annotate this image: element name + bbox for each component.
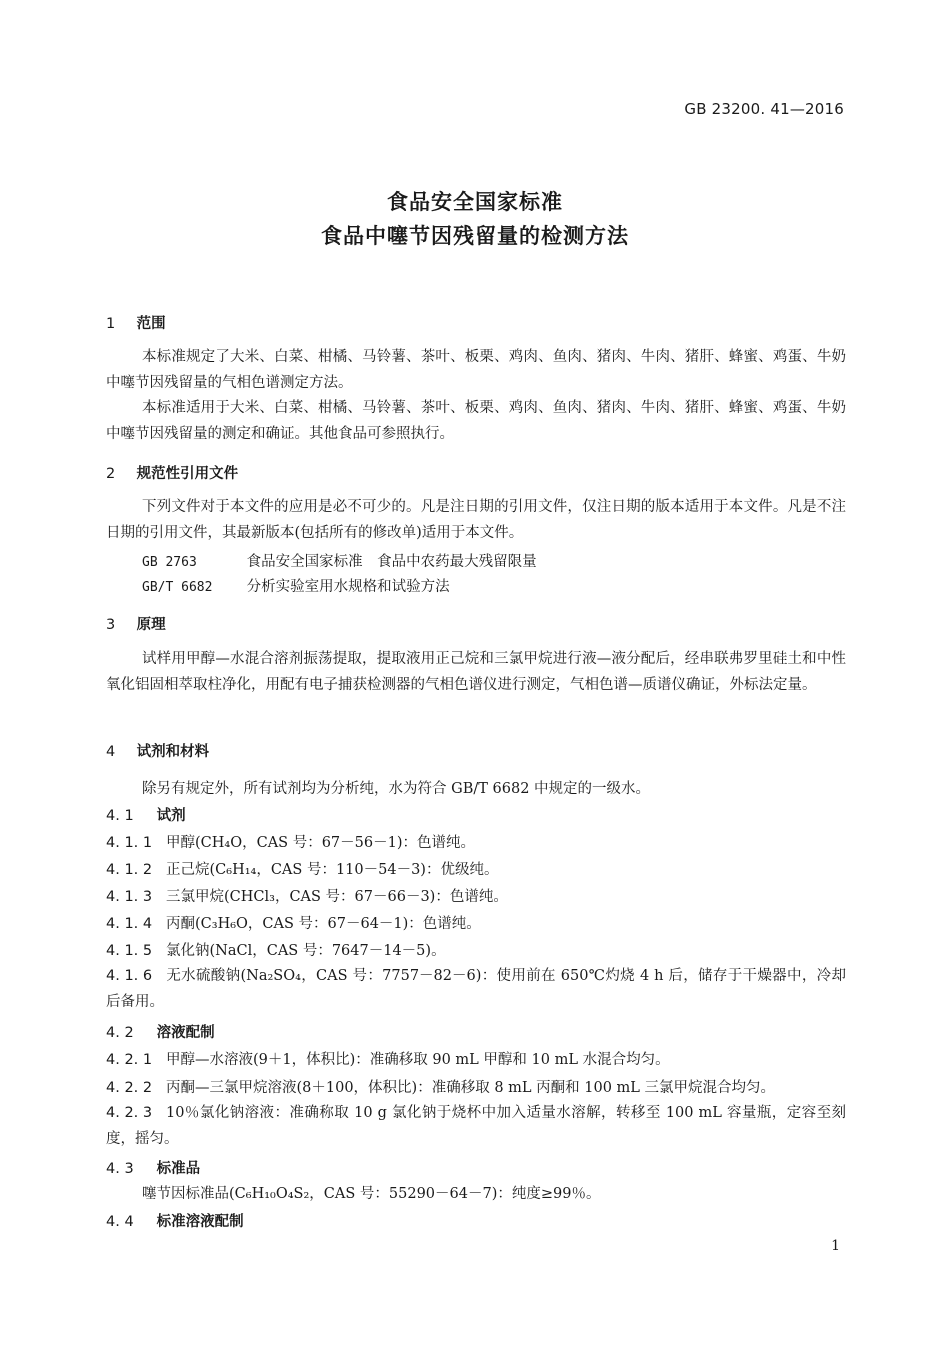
clause-number: 4. 2. 3: [106, 1105, 153, 1121]
subsection-4-2-heading: [106, 1021, 215, 1042]
section-title: 原理: [136, 617, 166, 633]
section-1-paragraph-1: 本标准规定了大米、白菜、柑橘、马铃薯、茶叶、板栗、鸡肉、鱼肉、猪肉、牛肉、猪肝、蜂蜜、鸡蛋、牛奶中噻节因残留量的气相色谱测定方法。: [106, 349, 846, 391]
subsection-title: 试剂: [156, 808, 186, 824]
subsection-number: 4. 4: [106, 1214, 134, 1230]
subsection-title: 溶液配制: [156, 1025, 215, 1041]
clause-number: 4. 1. 5: [106, 943, 153, 959]
reference-standard-text: 噻节因标准品(C₆H₁₀O₄S₂，CAS 号：55290－64－7)：纯度≥99％。: [142, 1186, 601, 1202]
clause-text: 丙酮(C₃H₆O，CAS 号：67－64－1)：色谱纯。: [166, 916, 481, 932]
reference-code: GB/T 6682: [142, 580, 213, 595]
subsection-number: 4. 2: [106, 1025, 134, 1041]
section-number: 1: [106, 316, 116, 332]
section-2-paragraph: 下列文件对于本文件的应用是必不可少的。凡是注日期的引用文件，仅注日期的版本适用于本文件。凡是不注日期的引用文件，其最新版本(包括所有的修改单)适用于本文件。: [106, 499, 846, 541]
standard-number: GB 23200. 41—2016: [684, 100, 844, 118]
clause-item: [106, 885, 846, 906]
subsection-4-1-heading: [106, 804, 186, 825]
reference-code: GB 2763: [142, 555, 197, 570]
clause-item: [106, 1101, 846, 1152]
clause-item: [106, 939, 846, 960]
section-1-paragraph-2: 本标准适用于大米、白菜、柑橘、马铃薯、茶叶、板栗、鸡肉、鱼肉、猪肉、牛肉、猪肝、蜂蜜、鸡蛋、牛奶中噻节因残留量的测定和确证。其他食品可参照执行。: [106, 400, 846, 442]
document-title-line-2: 食品中噻节因残留量的检测方法: [321, 224, 629, 248]
clause-item: [106, 912, 846, 933]
document-title-line-1: 食品安全国家标准: [387, 190, 563, 214]
section-3-paragraph: 试样用甲醇—水混合溶剂振荡提取，提取液用正己烷和三氯甲烷进行液—液分配后，经串联弗罗里硅土和中性氧化铝固相萃取柱净化，用配有电子捕获检测器的气相色谱仪进行测定，气相色谱—质谱仪确证，外标法定量。: [106, 651, 846, 693]
clause-text: 氯化钠(NaCl，CAS 号：7647－14－5)。: [166, 943, 446, 959]
clause-item: [106, 831, 846, 852]
section-3-heading: [106, 613, 166, 634]
section-title: 试剂和材料: [136, 744, 210, 760]
clause-item: [106, 1076, 846, 1097]
section-number: 3: [106, 617, 116, 633]
section-4-heading: [106, 740, 209, 761]
clause-text: 甲醇—水溶液(9＋1，体积比)：准确移取 90 mL 甲醇和 10 mL 水混合均匀。: [166, 1052, 670, 1068]
clause-text: 10％氯化钠溶液：准确称取 10 g 氯化钠于烧杯中加入适量水溶解，转移至 100 mL 容量瓶，定容至刻度，摇匀。: [106, 1105, 846, 1147]
clause-number: 4. 1. 2: [106, 862, 153, 878]
clause-number: 4. 1. 6: [106, 968, 153, 984]
normative-reference: [142, 550, 882, 571]
section-title: 规范性引用文件: [136, 466, 239, 482]
clause-item: [106, 964, 846, 1015]
subsection-title: 标准溶液配制: [156, 1214, 244, 1230]
subsection-number: 4. 1: [106, 808, 134, 824]
clause-item: [106, 858, 846, 879]
section-number: 4: [106, 744, 116, 760]
subsection-title: 标准品: [156, 1161, 201, 1177]
clause-number: 4. 2. 1: [106, 1052, 153, 1068]
section-1-heading: [106, 312, 166, 333]
normative-reference: [142, 575, 882, 596]
clause-item: [106, 1048, 846, 1069]
section-title: 范围: [136, 316, 166, 332]
subsection-4-4-heading: [106, 1210, 244, 1231]
clause-number: 4. 2. 2: [106, 1080, 153, 1096]
clause-number: 4. 1. 4: [106, 916, 153, 932]
clause-text: 甲醇(CH₄O，CAS 号：67－56－1)：色谱纯。: [166, 835, 475, 851]
page-number: 1: [831, 1238, 840, 1254]
reference-title: 分析实验室用水规格和试验方法: [246, 579, 450, 595]
section-4-paragraph: 除另有规定外，所有试剂均为分析纯，水为符合 GB/T 6682 中规定的一级水。: [142, 781, 651, 797]
subsection-number: 4. 3: [106, 1161, 134, 1177]
clause-number: 4. 1. 1: [106, 835, 153, 851]
clause-number: 4. 1. 3: [106, 889, 153, 905]
section-number: 2: [106, 466, 116, 482]
clause-text: 无水硫酸钠(Na₂SO₄，CAS 号：7757－82－6)：使用前在 650℃灼烧 4 h 后，储存于干燥器中，冷却后备用。: [106, 968, 846, 1010]
section-2-heading: [106, 462, 238, 483]
subsection-4-3-heading: [106, 1157, 200, 1178]
reference-title: 食品安全国家标准 食品中农药最大残留限量: [246, 554, 537, 570]
clause-text: 正己烷(C₆H₁₄，CAS 号：110－54－3)：优级纯。: [166, 862, 499, 878]
clause-text: 丙酮—三氯甲烷溶液(8＋100，体积比)：准确移取 8 mL 丙酮和 100 mL 三氯甲烷混合均匀。: [166, 1080, 776, 1096]
clause-text: 三氯甲烷(CHCl₃，CAS 号：67－66－3)：色谱纯。: [166, 889, 508, 905]
